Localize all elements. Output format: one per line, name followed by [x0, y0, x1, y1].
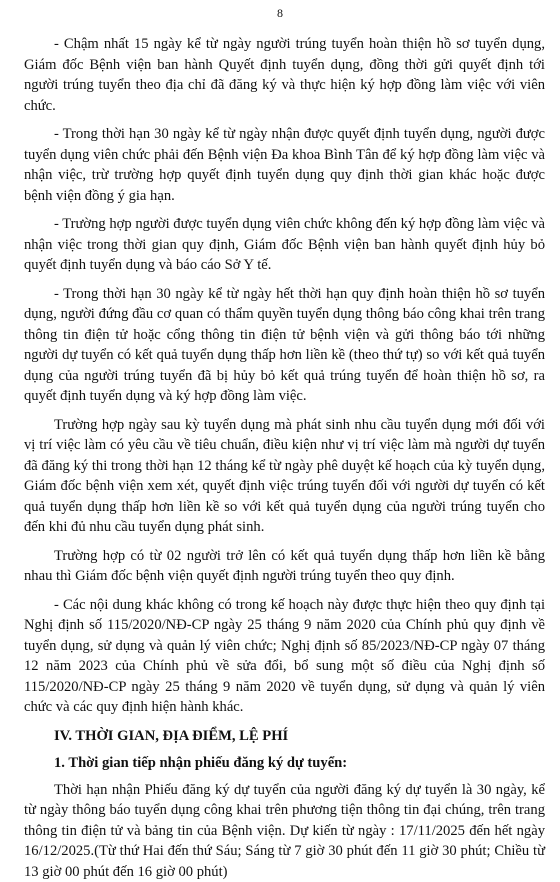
paragraph-no-show: - Trường hợp người được tuyển dụng viên chức không đến ký hợp đồng làm việc và nhận việc trong thời gian quy định, Giám đốc Bệnh viện ban hành quyết định hủy bỏ quyết định tuyển dụng và báo cáo Sở Y tế. — [24, 214, 545, 276]
paragraph-new-demand: Trường hợp ngày sau kỳ tuyển dụng mà phát sinh nhu cầu tuyển dụng mới đối với vị trí việc làm có yêu cầu về tiêu chuẩn, điều kiện như vị trí việc làm mà người dự tuyển đã đăng ký thi trong thời hạn 12 tháng kể từ ngày phê duyệt kế hoạch của kỳ tuyển dụng, Giám đốc bệnh viện xem xét, quyết định việc trúng tuyển đối với người dự tuyển có kết quả tuyển dụng thấp hơn liền kề so với kết quả tuyển dụng của người trúng tuyển cho đến khi đủ nhu cầu tuyển dụng phát sinh. — [24, 415, 545, 538]
page-number: 8 — [0, 6, 560, 21]
document-body — [24, 34, 545, 882]
paragraph-replacement-candidate: - Trong thời hạn 30 ngày kể từ ngày hết thời hạn quy định hoàn thiện hồ sơ tuyển dụng, người đứng đầu cơ quan có thẩm quyền tuyển dụng thông báo công khai trên trang thông tin điện tử hoặc cổng thông tin điện tử bệnh viện và gửi thông báo tới những người dự tuyển có kết quả tuyển dụng thấp hơn liền kề (theo thứ tự) so với kết quả tuyển dụng của người trúng tuyển đã bị hủy bỏ kết quả trúng tuyển để hoàn thiện hồ sơ, ra quyết định tuyển dụng và ký hợp đồng làm việc. — [24, 284, 545, 407]
section-heading: IV. THỜI GIAN, ĐỊA ĐIỂM, LỆ PHÍ — [24, 726, 545, 747]
subsection-heading: 1. Thời gian tiếp nhận phiếu đăng ký dự tuyển: — [24, 753, 545, 774]
paragraph-contract-signing: - Trong thời hạn 30 ngày kể từ ngày nhận được quyết định tuyển dụng, người được tuyển dụng viên chức phải đến Bệnh viện Đa khoa Bình Tân để ký hợp đồng làm việc và nhận việc, trừ trường hợp quyết định tuyển dụng quy định thời gian khác hoặc được bệnh viện đồng ý gia hạn. — [24, 124, 545, 206]
paragraph-application-period: Thời hạn nhận Phiếu đăng ký dự tuyển của người đăng ký dự tuyển là 30 ngày, kể từ ngày thông báo tuyển dụng công khai trên phương tiện thông tin đại chúng, trên trang thông tin điện tử và bảng tin của Bệnh viện. Dự kiến từ ngày : 17/11/2025 đến hết ngày 16/12/2025.(Từ thứ Hai đến thứ Sáu; Sáng từ 7 giờ 30 phút đến 11 giờ 30 phút; Chiều từ 13 giờ 00 phút đến 16 giờ 00 phút) — [24, 780, 545, 882]
paragraph-tie-break: Trường hợp có từ 02 người trở lên có kết quả tuyển dụng thấp hơn liền kề bằng nhau thì Giám đốc bệnh viện quyết định người trúng tuyển theo quy định. — [24, 546, 545, 587]
paragraph-other-regulations: - Các nội dung khác không có trong kế hoạch này được thực hiện theo quy định tại Nghị định số 115/2020/NĐ-CP ngày 25 tháng 9 năm 2020 của Chính phủ quy định về tuyển dụng, sử dụng và quản lý viên chức; Nghị định số 85/2023/NĐ-CP ngày 07 tháng 12 năm 2023 của Chính phủ về sửa đổi, bổ sung một số điều của Nghị định số 115/2020/NĐ-CP ngày 25 tháng 9 năm 2020 về tuyển dụng, sử dụng và quản lý viên chức và các quy định hiện hành khác. — [24, 595, 545, 718]
paragraph-profile-deadline: - Chậm nhất 15 ngày kể từ ngày người trúng tuyển hoàn thiện hồ sơ tuyển dụng, Giám đốc Bệnh viện ban hành Quyết định tuyển dụng, đồng thời gửi quyết định tới người trúng tuyển theo địa chỉ đã đăng ký và thực hiện ký hợp đồng làm việc với viên chức. — [24, 34, 545, 116]
